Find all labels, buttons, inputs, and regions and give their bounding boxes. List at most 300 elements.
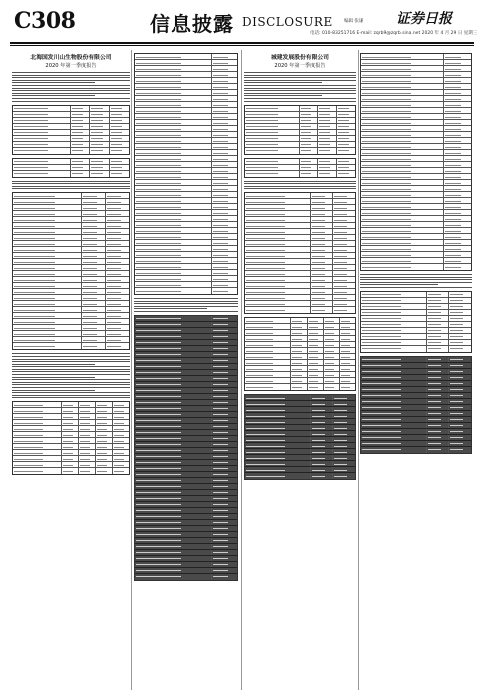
table-cell xyxy=(135,174,212,179)
text-line xyxy=(12,371,130,372)
table-cell xyxy=(212,478,237,483)
table-cell xyxy=(13,171,71,177)
table-cell xyxy=(444,198,471,203)
table-cell xyxy=(245,247,311,252)
data-table xyxy=(12,192,130,350)
table-cell xyxy=(318,124,337,129)
table-cell xyxy=(361,375,427,380)
table-cell xyxy=(110,124,129,129)
table-cell xyxy=(361,369,427,374)
table-cell xyxy=(106,343,129,349)
table-cell xyxy=(444,186,471,191)
table-cell xyxy=(361,340,427,345)
table-cell xyxy=(82,283,106,288)
table-cell xyxy=(212,216,237,221)
table-cell xyxy=(427,393,450,398)
table-cell xyxy=(444,246,471,251)
table-cell xyxy=(361,423,427,428)
table-cell xyxy=(113,462,129,467)
table-cell xyxy=(245,301,311,306)
section-title-en: DISCLOSURE xyxy=(242,15,333,29)
table-cell xyxy=(110,142,129,147)
text-line xyxy=(134,308,207,309)
table-cell xyxy=(62,426,79,431)
table-cell xyxy=(311,217,334,222)
table-cell xyxy=(82,259,106,264)
table-cell xyxy=(361,304,427,309)
table-cell xyxy=(311,271,334,276)
table-cell xyxy=(82,211,106,216)
table-cell xyxy=(444,210,471,215)
table-cell xyxy=(308,336,324,341)
data-table xyxy=(12,401,130,475)
table-row xyxy=(361,264,471,270)
table-cell xyxy=(106,277,129,282)
table-cell xyxy=(361,316,427,321)
table-cell xyxy=(245,165,300,170)
table-cell xyxy=(135,216,212,221)
table-cell xyxy=(245,384,291,390)
table-cell xyxy=(245,106,300,111)
table-cell xyxy=(308,366,324,371)
table-cell xyxy=(212,328,237,333)
text-line xyxy=(360,282,472,283)
table-cell xyxy=(135,568,212,573)
table-cell xyxy=(318,159,337,164)
notice-report-title: 2020 年第一季度报告 xyxy=(274,63,326,69)
table-cell xyxy=(245,289,311,294)
table-cell xyxy=(135,472,212,477)
table-cell xyxy=(62,438,79,443)
table-cell xyxy=(427,340,450,345)
table-cell xyxy=(361,132,444,137)
table-cell xyxy=(311,461,334,466)
table-cell xyxy=(444,156,471,161)
table-cell xyxy=(449,298,471,303)
table-cell xyxy=(308,348,324,353)
table-cell xyxy=(444,204,471,209)
table-cell xyxy=(444,174,471,179)
table-cell xyxy=(300,136,319,141)
table-cell xyxy=(212,228,237,233)
table-cell xyxy=(311,229,334,234)
table-cell xyxy=(82,217,106,222)
table-cell xyxy=(212,102,237,107)
table-cell xyxy=(337,112,355,117)
table-cell xyxy=(135,370,212,375)
table-cell xyxy=(361,126,444,131)
text-line xyxy=(12,72,130,73)
table-cell xyxy=(449,334,471,339)
table-cell xyxy=(135,114,212,119)
table-cell xyxy=(245,336,291,341)
table-cell xyxy=(333,449,355,454)
table-cell xyxy=(212,144,237,149)
table-cell xyxy=(311,401,334,406)
table-cell xyxy=(427,363,450,368)
table-cell xyxy=(135,544,212,549)
text-line xyxy=(12,374,130,375)
table-cell xyxy=(13,331,82,336)
table-cell xyxy=(135,448,212,453)
table-cell xyxy=(71,171,91,177)
table-cell xyxy=(212,484,237,489)
text-line xyxy=(12,356,130,357)
table-cell xyxy=(245,407,311,412)
table-cell xyxy=(361,60,444,65)
table-cell xyxy=(212,526,237,531)
table-cell xyxy=(212,358,237,363)
table-cell xyxy=(291,336,307,341)
table-cell xyxy=(333,473,355,479)
table-cell xyxy=(245,271,311,276)
text-line xyxy=(12,387,130,388)
table-cell xyxy=(245,295,311,300)
table-cell xyxy=(449,417,471,422)
table-cell xyxy=(82,325,106,330)
table-cell xyxy=(245,425,311,430)
table-cell xyxy=(449,357,471,362)
table-cell xyxy=(212,418,237,423)
table-cell xyxy=(324,318,340,323)
table-cell xyxy=(311,193,334,198)
table-row xyxy=(361,447,471,453)
table-row xyxy=(245,171,355,177)
table-cell xyxy=(106,229,129,234)
table-cell xyxy=(212,502,237,507)
table-cell xyxy=(444,102,471,107)
table-cell xyxy=(361,234,444,239)
table-cell xyxy=(212,364,237,369)
table-cell xyxy=(79,438,96,443)
table-cell xyxy=(449,399,471,404)
table-cell xyxy=(311,295,334,300)
table-cell xyxy=(311,419,334,424)
text-line xyxy=(244,98,356,99)
text-line xyxy=(12,82,95,83)
body-text xyxy=(12,353,130,398)
table-cell xyxy=(135,126,212,131)
table-cell xyxy=(135,328,212,333)
table-cell xyxy=(300,159,319,164)
table-cell xyxy=(427,369,450,374)
table-cell xyxy=(106,307,129,312)
table-cell xyxy=(82,205,106,210)
table-cell xyxy=(135,282,212,287)
text-line xyxy=(244,90,356,91)
table-cell xyxy=(135,430,212,435)
table-cell xyxy=(212,442,237,447)
text-line xyxy=(360,287,472,288)
table-cell xyxy=(361,381,427,386)
table-cell xyxy=(135,334,212,339)
text-line xyxy=(12,361,130,362)
table-cell xyxy=(71,112,91,117)
table-cell xyxy=(106,313,129,318)
table-cell xyxy=(135,340,212,345)
table-cell xyxy=(13,438,62,443)
table-cell xyxy=(361,216,444,221)
column-divider xyxy=(358,50,359,690)
table-cell xyxy=(333,395,355,400)
table-cell xyxy=(62,444,79,449)
text-line xyxy=(134,306,238,307)
table-cell xyxy=(90,136,110,141)
table-cell xyxy=(110,112,129,117)
table-cell xyxy=(13,456,62,461)
table-cell xyxy=(311,307,334,313)
table-cell xyxy=(212,376,237,381)
table-cell xyxy=(444,114,471,119)
table-cell xyxy=(113,444,129,449)
table-cell xyxy=(308,318,324,323)
table-cell xyxy=(113,420,129,425)
table-cell xyxy=(135,168,212,173)
table-cell xyxy=(337,130,355,135)
table-cell xyxy=(135,562,212,567)
table-cell xyxy=(340,372,355,377)
table-cell xyxy=(324,384,340,390)
table-cell xyxy=(361,346,427,352)
table-cell xyxy=(340,324,355,329)
table-cell xyxy=(79,402,96,407)
table-cell xyxy=(444,108,471,113)
section-title: 信息披露 xyxy=(150,12,234,36)
table-cell xyxy=(318,148,337,154)
text-line xyxy=(12,364,95,365)
text-line xyxy=(360,277,472,278)
table-cell xyxy=(212,90,237,95)
table-cell xyxy=(318,142,337,147)
table-cell xyxy=(308,378,324,383)
table-cell xyxy=(13,193,82,198)
table-row xyxy=(245,307,355,313)
table-cell xyxy=(106,199,129,204)
table-cell xyxy=(245,348,291,353)
table-cell xyxy=(333,425,355,430)
table-cell xyxy=(135,102,212,107)
table-cell xyxy=(13,414,62,419)
table-cell xyxy=(212,400,237,405)
table-cell xyxy=(79,408,96,413)
table-cell xyxy=(212,334,237,339)
notice-company-name: 城建发展股份有限公司 xyxy=(271,55,329,61)
table-cell xyxy=(449,441,471,446)
table-cell xyxy=(300,165,319,170)
table-cell xyxy=(90,171,110,177)
table-cell xyxy=(361,120,444,125)
table-cell xyxy=(135,424,212,429)
table-cell xyxy=(212,210,237,215)
table-cell xyxy=(13,420,62,425)
table-cell xyxy=(13,468,62,474)
table-cell xyxy=(212,180,237,185)
table-cell xyxy=(333,301,355,306)
table-cell xyxy=(71,106,91,111)
table-cell xyxy=(337,124,355,129)
table-cell xyxy=(311,259,334,264)
table-cell xyxy=(13,199,82,204)
table-cell xyxy=(135,288,212,294)
table-cell xyxy=(340,360,355,365)
table-cell xyxy=(135,460,212,465)
table-cell xyxy=(212,388,237,393)
table-cell xyxy=(311,455,334,460)
text-line xyxy=(12,366,130,367)
table-cell xyxy=(79,468,96,474)
table-cell xyxy=(245,277,311,282)
table-cell xyxy=(427,292,450,297)
table-cell xyxy=(82,271,106,276)
table-cell xyxy=(361,417,427,422)
table-cell xyxy=(13,247,82,252)
table-cell xyxy=(340,330,355,335)
table-cell xyxy=(361,108,444,113)
table-cell xyxy=(90,165,110,170)
table-cell xyxy=(449,393,471,398)
table-cell xyxy=(427,310,450,315)
table-cell xyxy=(318,118,337,123)
table-cell xyxy=(135,376,212,381)
table-cell xyxy=(79,414,96,419)
table-cell xyxy=(245,217,311,222)
table-cell xyxy=(71,148,91,154)
table-cell xyxy=(444,222,471,227)
table-cell xyxy=(361,264,444,270)
table-cell xyxy=(324,360,340,365)
text-line xyxy=(12,390,95,391)
data-table xyxy=(244,192,356,314)
table-cell xyxy=(13,450,62,455)
table-cell xyxy=(106,217,129,222)
table-cell xyxy=(333,247,355,252)
table-cell xyxy=(135,388,212,393)
table-cell xyxy=(361,258,444,263)
table-cell xyxy=(444,126,471,131)
table-cell xyxy=(212,412,237,417)
table-cell xyxy=(337,118,355,123)
table-cell xyxy=(96,432,113,437)
table-cell xyxy=(291,372,307,377)
table-cell xyxy=(444,216,471,221)
table-cell xyxy=(106,331,129,336)
table-cell xyxy=(427,399,450,404)
table-cell xyxy=(449,346,471,352)
table-cell xyxy=(212,264,237,269)
table-cell xyxy=(79,462,96,467)
table-cell xyxy=(13,319,82,324)
body-text xyxy=(12,72,130,102)
table-cell xyxy=(245,199,311,204)
table-cell xyxy=(62,432,79,437)
table-cell xyxy=(212,126,237,131)
page-code: C308 xyxy=(14,8,76,34)
table-cell xyxy=(135,364,212,369)
table-cell xyxy=(212,466,237,471)
table-cell xyxy=(106,235,129,240)
body-text xyxy=(244,72,356,102)
table-cell xyxy=(62,408,79,413)
table-cell xyxy=(361,310,427,315)
table-cell xyxy=(444,78,471,83)
table-cell xyxy=(311,443,334,448)
table-cell xyxy=(212,346,237,351)
table-cell xyxy=(135,352,212,357)
table-cell xyxy=(300,112,319,117)
table-cell xyxy=(135,264,212,269)
table-cell xyxy=(449,340,471,345)
text-line xyxy=(12,377,95,378)
text-line xyxy=(12,369,130,370)
table-cell xyxy=(212,448,237,453)
table-cell xyxy=(135,60,212,65)
data-table xyxy=(244,317,356,391)
table-cell xyxy=(427,387,450,392)
text-line xyxy=(12,379,130,380)
newspaper-logo: 证券日报 xyxy=(396,11,452,27)
table-cell xyxy=(82,313,106,318)
table-cell xyxy=(308,330,324,335)
table-cell xyxy=(135,66,212,71)
table-cell xyxy=(340,318,355,323)
table-cell xyxy=(96,444,113,449)
table-cell xyxy=(212,340,237,345)
text-line xyxy=(134,301,238,302)
table-cell xyxy=(82,193,106,198)
table-cell xyxy=(291,354,307,359)
table-cell xyxy=(361,174,444,179)
table-cell xyxy=(212,454,237,459)
table-cell xyxy=(245,342,291,347)
data-table xyxy=(12,105,130,155)
table-cell xyxy=(245,259,311,264)
table-cell xyxy=(333,467,355,472)
table-cell xyxy=(361,363,427,368)
table-cell xyxy=(449,381,471,386)
table-cell xyxy=(245,193,311,198)
table-cell xyxy=(135,520,212,525)
table-cell xyxy=(318,130,337,135)
table-cell xyxy=(13,408,62,413)
table-cell xyxy=(212,246,237,251)
table-cell xyxy=(340,366,355,371)
table-cell xyxy=(96,420,113,425)
table-cell xyxy=(212,78,237,83)
table-cell xyxy=(135,412,212,417)
table-cell xyxy=(245,318,291,323)
table-cell xyxy=(318,106,337,111)
table-cell xyxy=(308,354,324,359)
table-cell xyxy=(13,426,62,431)
table-cell xyxy=(245,148,300,154)
table-cell xyxy=(135,210,212,215)
table-cell xyxy=(212,258,237,263)
table-cell xyxy=(311,449,334,454)
masthead-rule-thin xyxy=(10,45,474,46)
table-cell xyxy=(245,449,311,454)
table-cell xyxy=(361,96,444,101)
table-cell xyxy=(82,241,106,246)
table-cell xyxy=(245,431,311,436)
table-cell xyxy=(245,467,311,472)
text-line xyxy=(12,392,130,393)
table-cell xyxy=(444,240,471,245)
table-cell xyxy=(71,136,91,141)
table-cell xyxy=(444,180,471,185)
table-cell xyxy=(13,223,82,228)
text-line xyxy=(134,311,238,312)
masthead-rule xyxy=(10,42,474,44)
